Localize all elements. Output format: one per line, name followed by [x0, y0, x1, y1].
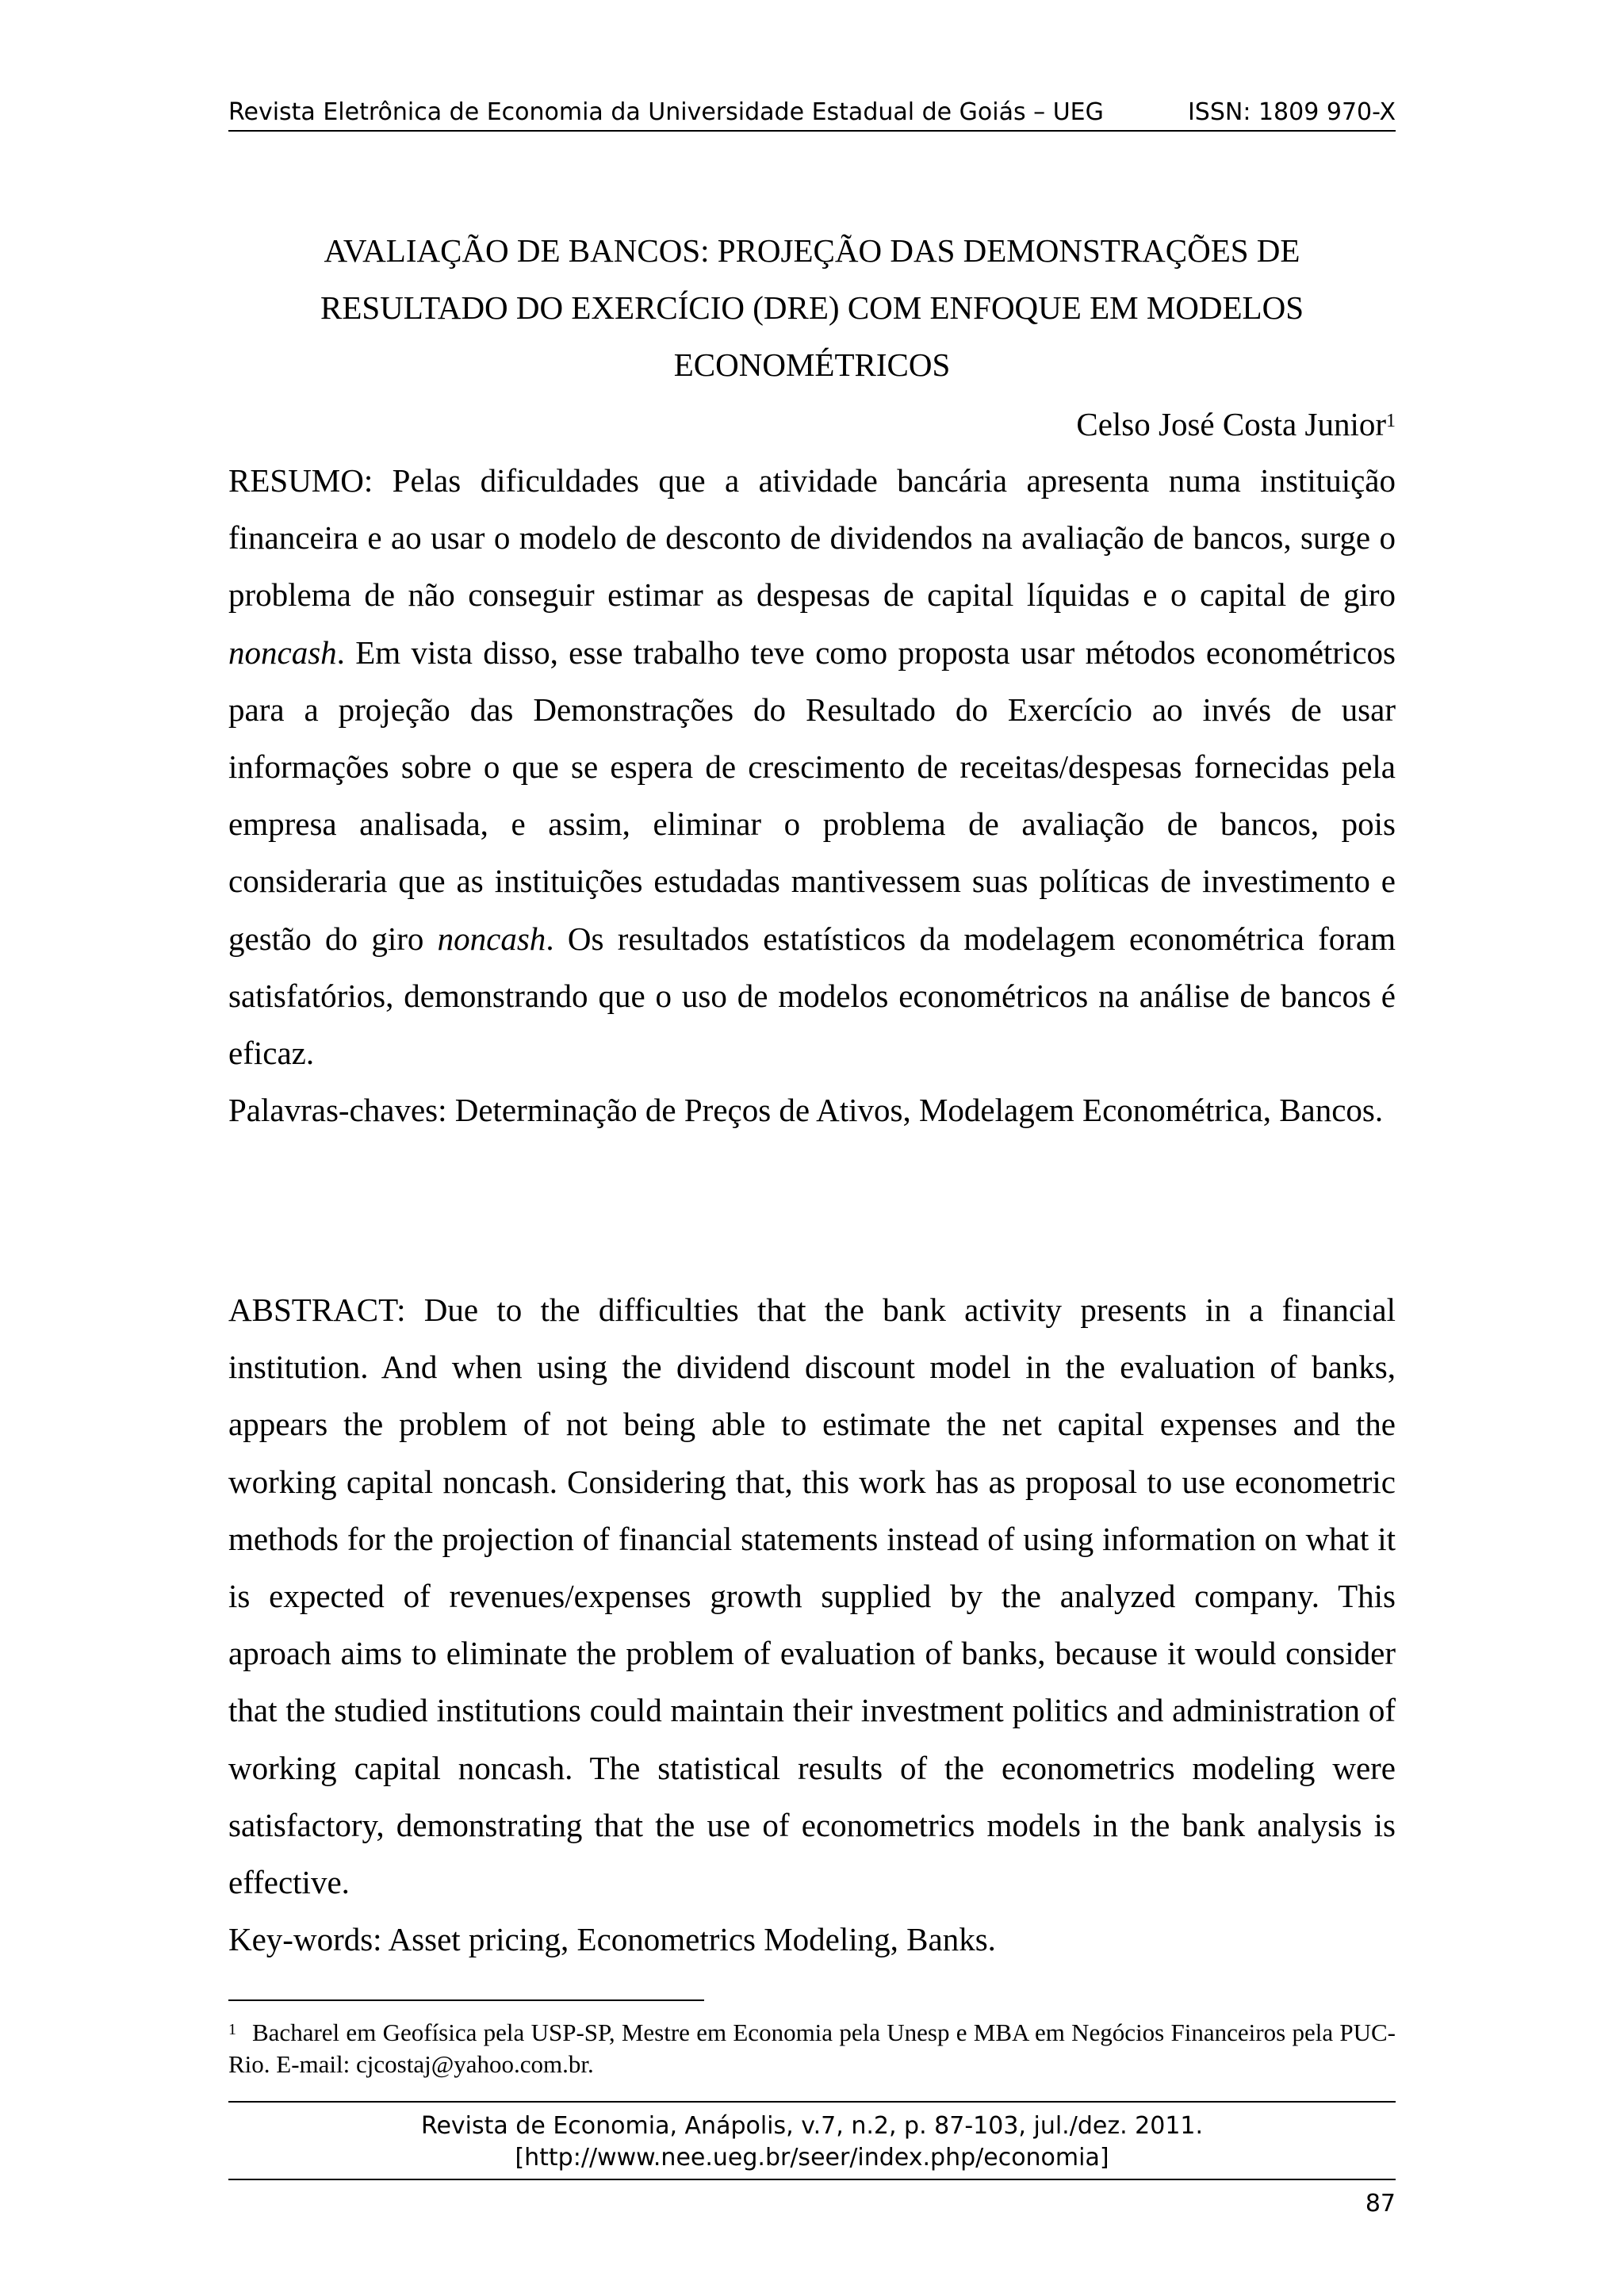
title-line-2: RESULTADO DO EXERCÍCIO (DRE) COM ENFOQUE EM MODELOS — [320, 289, 1304, 326]
footnote-separator — [228, 1999, 704, 2001]
author-name: Celso José Costa Junior — [1076, 406, 1386, 442]
resumo-italic-1: noncash — [228, 633, 337, 671]
footer-divider-top — [228, 2101, 1396, 2103]
footnote-mark: 1 — [228, 2021, 236, 2038]
footer-url[interactable]: [http://www.nee.ueg.br/seer/index.php/economia] — [515, 2144, 1109, 2172]
resumo-text-3: . Os resultados estatísticos da modelagem econométrica foram satisfatórios, demonstrando que o uso de modelos econométricos na análise de bancos é eficaz. — [228, 920, 1396, 1072]
resumo-text-2: . Em vista disso, esse trabalho teve como proposta usar métodos econométricos para a projeção das Demonstrações do Resultado do Exercício ao invés de usar informações sobre o que se espera de crescimento de receitas/despesas fornecidas pela empresa analisada, e assim, eliminar o problema de avaliação de bancos, pois consideraria que as instituições estudadas mantivessem suas políticas de investimento e gestão do giro — [228, 633, 1396, 957]
footnote-text: Bacharel em Geofísica pela USP-SP, Mestre em Economia pela Unesp e MBA em Negócios Financeiros pela PUC-Rio. E-mail: cjcostaj@yahoo.com.br. — [228, 2019, 1396, 2078]
article-title — [228, 222, 1396, 393]
abstract-section — [228, 1281, 1396, 1968]
author-footnote-mark: 1 — [1386, 411, 1396, 431]
resumo-section — [228, 452, 1396, 1138]
footer-divider-bottom — [228, 2179, 1396, 2180]
abstract-keywords: Key-words: Asset pricing, Econometrics Modeling, Banks. — [228, 1921, 996, 1958]
resumo-paragraph — [228, 452, 1396, 1081]
title-line-3: ECONOMÉTRICOS — [673, 346, 951, 383]
issn: ISSN: 1809 970-X — [1187, 98, 1396, 126]
footer-citation: Revista de Economia, Anápolis, v.7, n.2, p. 87-103, jul./dez. 2011. — [420, 2112, 1204, 2140]
resumo-italic-2: noncash — [437, 920, 546, 957]
page-number: 87 — [1365, 2190, 1396, 2218]
resumo-keywords: Palavras-chaves: Determinação de Preços de Ativos, Modelagem Econométrica, Bancos. — [228, 1092, 1384, 1129]
abstract-paragraph: ABSTRACT: Due to the difficulties that the bank activity presents in a financial institution. And when using the dividend discount model in the evaluation of banks, appears the problem of not being able to estimate the net capital expenses and the working capital noncash. Considering that, this work has as proposal to use econometric methods for the projection of financial statements instead of using information on what it is expected of revenues/expenses growth supplied by the analyzed company. This aproach aims to eliminate the problem of evaluation of banks, because it would consider that the studied institutions could maintain their investment politics and administration of working capital noncash. The statistical results of the econometrics modeling were satisfactory, demonstrating that the use of econometrics models in the bank analysis is effective. — [228, 1292, 1396, 1901]
journal-name: Revista Eletrônica de Economia da Universidade Estadual de Goiás – UEG — [228, 98, 1104, 126]
title-line-1: AVALIAÇÃO DE BANCOS: PROJEÇÃO DAS DEMONSTRAÇÕES DE — [324, 232, 1300, 269]
author-line — [228, 398, 1396, 450]
resumo-text-1: RESUMO: Pelas dificuldades que a atividade bancária apresenta numa instituição financeira e ao usar o modelo de desconto de dividendos na avaliação de bancos, surge o problema de não conseguir estimar as despesas de capital líquidas e o capital de giro — [228, 462, 1396, 614]
running-header — [228, 95, 1396, 132]
page-footer — [228, 2110, 1396, 2174]
footnote — [228, 2017, 1396, 2080]
